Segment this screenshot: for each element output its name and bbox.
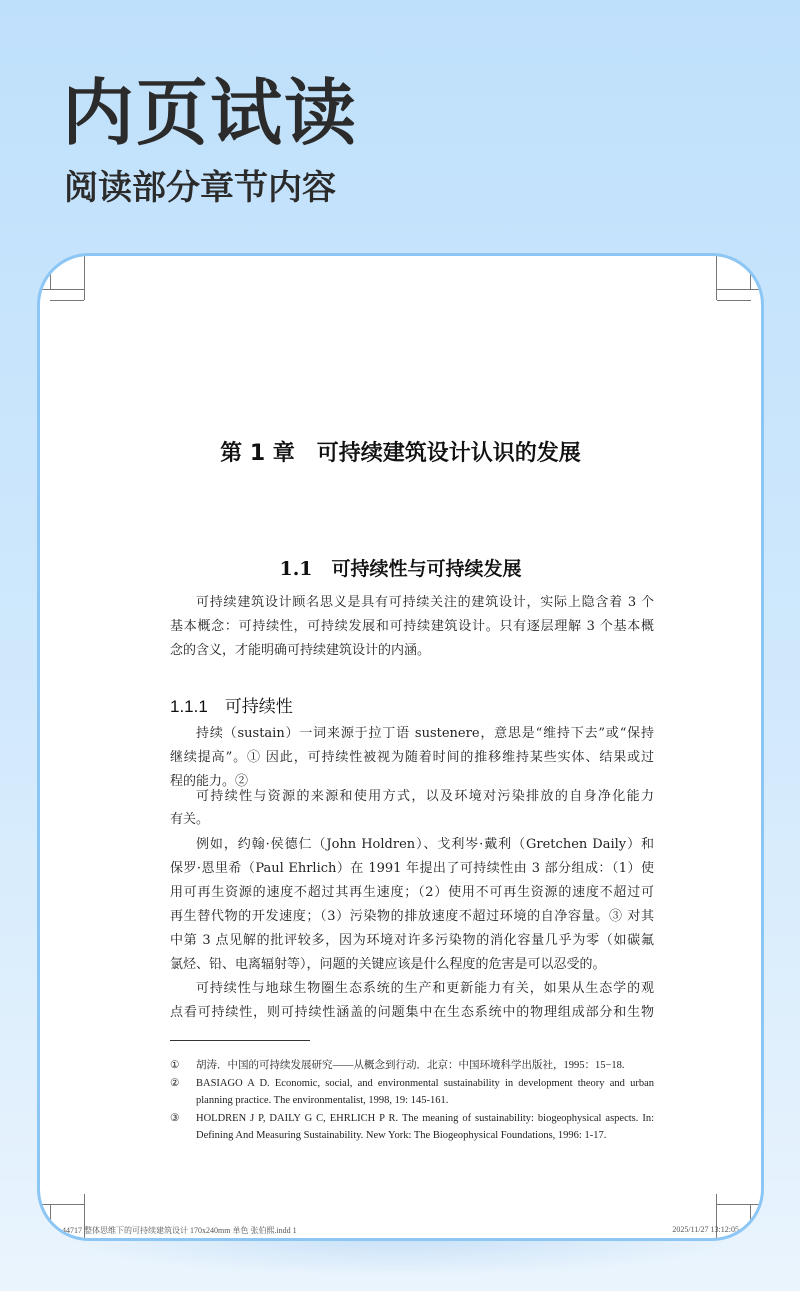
header-subtitle: 阅读部分章节内容 <box>64 168 336 208</box>
crop-mark <box>40 1204 84 1205</box>
body-text-line: 基本概念：可持续性，可持续发展和可持续建筑设计。只有逐层理解 3 个基本概 <box>170 619 654 634</box>
book-page <box>40 256 761 1238</box>
chapter-title: 第 1 章 可持续建筑设计认识的发展 <box>220 441 581 466</box>
crop-mark <box>40 289 84 290</box>
crop-mark <box>84 256 85 300</box>
body-text-line: 用可再生资源的速度不超过其再生速度；（2）使用不可再生资源的速度不超过可 <box>170 885 654 900</box>
body-text-line: 持续（sustain）一词来源于拉丁语 sustenere，意思是“维持下去”或“保持 <box>196 726 654 741</box>
crop-mark <box>717 300 751 301</box>
crop-mark <box>716 256 717 300</box>
body-text-line: 有关。 <box>170 812 210 827</box>
crop-mark <box>50 300 84 301</box>
body-text-line: 程的能力。② <box>170 774 249 789</box>
footnote-number: ③ <box>170 1112 180 1124</box>
footnote-text: BASIAGO A D. Economic, social, and environmental sustainability in development theory and urban <box>196 1077 654 1089</box>
crop-mark <box>750 1205 751 1238</box>
page-preview-card <box>37 253 764 1241</box>
header-title: 内页试读 <box>62 71 359 155</box>
footnote-text: planning practice. The environmentalist, 1998, 19: 145-161. <box>196 1095 449 1106</box>
crop-mark <box>750 256 751 289</box>
card-shadow <box>60 1236 740 1276</box>
body-text-line: 可持续性与资源的来源和使用方式，以及环境对污染排放的自身净化能力 <box>196 789 654 804</box>
crop-mark <box>50 1205 51 1238</box>
body-text-line: 中第 3 点见解的批评较多，因为环境对许多污染物的消化容量几乎为零（如碳氟 <box>170 933 654 948</box>
footnote-text: 胡涛．中国的可持续发展研究——从概念到行动．北京：中国环境科学出版社，1995：15−18. <box>196 1060 625 1071</box>
body-text-line: 继续提高”。① 因此，可持续性被视为随着时间的推移维持某些实体、结果或过 <box>170 750 654 765</box>
body-text-line: 例如，约翰·侯德仁（John Holdren）、戈利岑·戴利（Gretchen Daily）和 <box>196 837 654 852</box>
subsection-title: 1.1.1 可持续性 <box>170 697 293 716</box>
footnote-number: ① <box>170 1060 180 1071</box>
crop-mark <box>717 1204 761 1205</box>
body-text-line: 再生替代物的开发速度；（3）污染物的排放速度不超过环境的自净容量。③ 对其 <box>170 909 654 924</box>
body-text-line: 点看可持续性，则可持续性涵盖的问题集中在生态系统中的物理组成部分和生物 <box>170 1005 654 1020</box>
body-text-line: 念的含义，才能明确可持续建筑设计的内涵。 <box>170 643 431 658</box>
footnote-number: ② <box>170 1077 180 1089</box>
crop-mark <box>717 289 761 290</box>
footnote-text: Defining And Measuring Sustainability. New York: The Biogeophysical Foundations, 1996: 1-17. <box>196 1130 607 1141</box>
print-slug-file: 44717 整体思维下的可持续建筑设计 170x240mm 单色 张伯熙.indd 1 <box>62 1226 297 1235</box>
body-text-line: 可持续建筑设计顾名思义是具有可持续关注的建筑设计，实际上隐含着 3 个 <box>196 595 654 610</box>
body-text-line: 氯烃、铅、电离辐射等），问题的关键应该是什么程度的危害是可以忍受的。 <box>170 957 606 972</box>
section-title: 1.1 可持续性与可持续发展 <box>279 558 522 580</box>
print-slug-timestamp: 2025/11/27 13:12:05 <box>672 1225 739 1234</box>
footnote-text: HOLDREN J P, DAILY G C, EHRLICH P R. The meaning of sustainability: biogeophysical aspects. In: <box>196 1112 654 1124</box>
body-text-line: 保罗·恩里希（Paul Ehrlich）在 1991 年提出了可持续性由 3 部分组成：（1）使 <box>170 861 654 876</box>
footnote-rule <box>170 1040 310 1041</box>
crop-mark <box>50 256 51 289</box>
body-text-line: 可持续性与地球生物圈生态系统的生产和更新能力有关，如果从生态学的观 <box>196 981 654 996</box>
